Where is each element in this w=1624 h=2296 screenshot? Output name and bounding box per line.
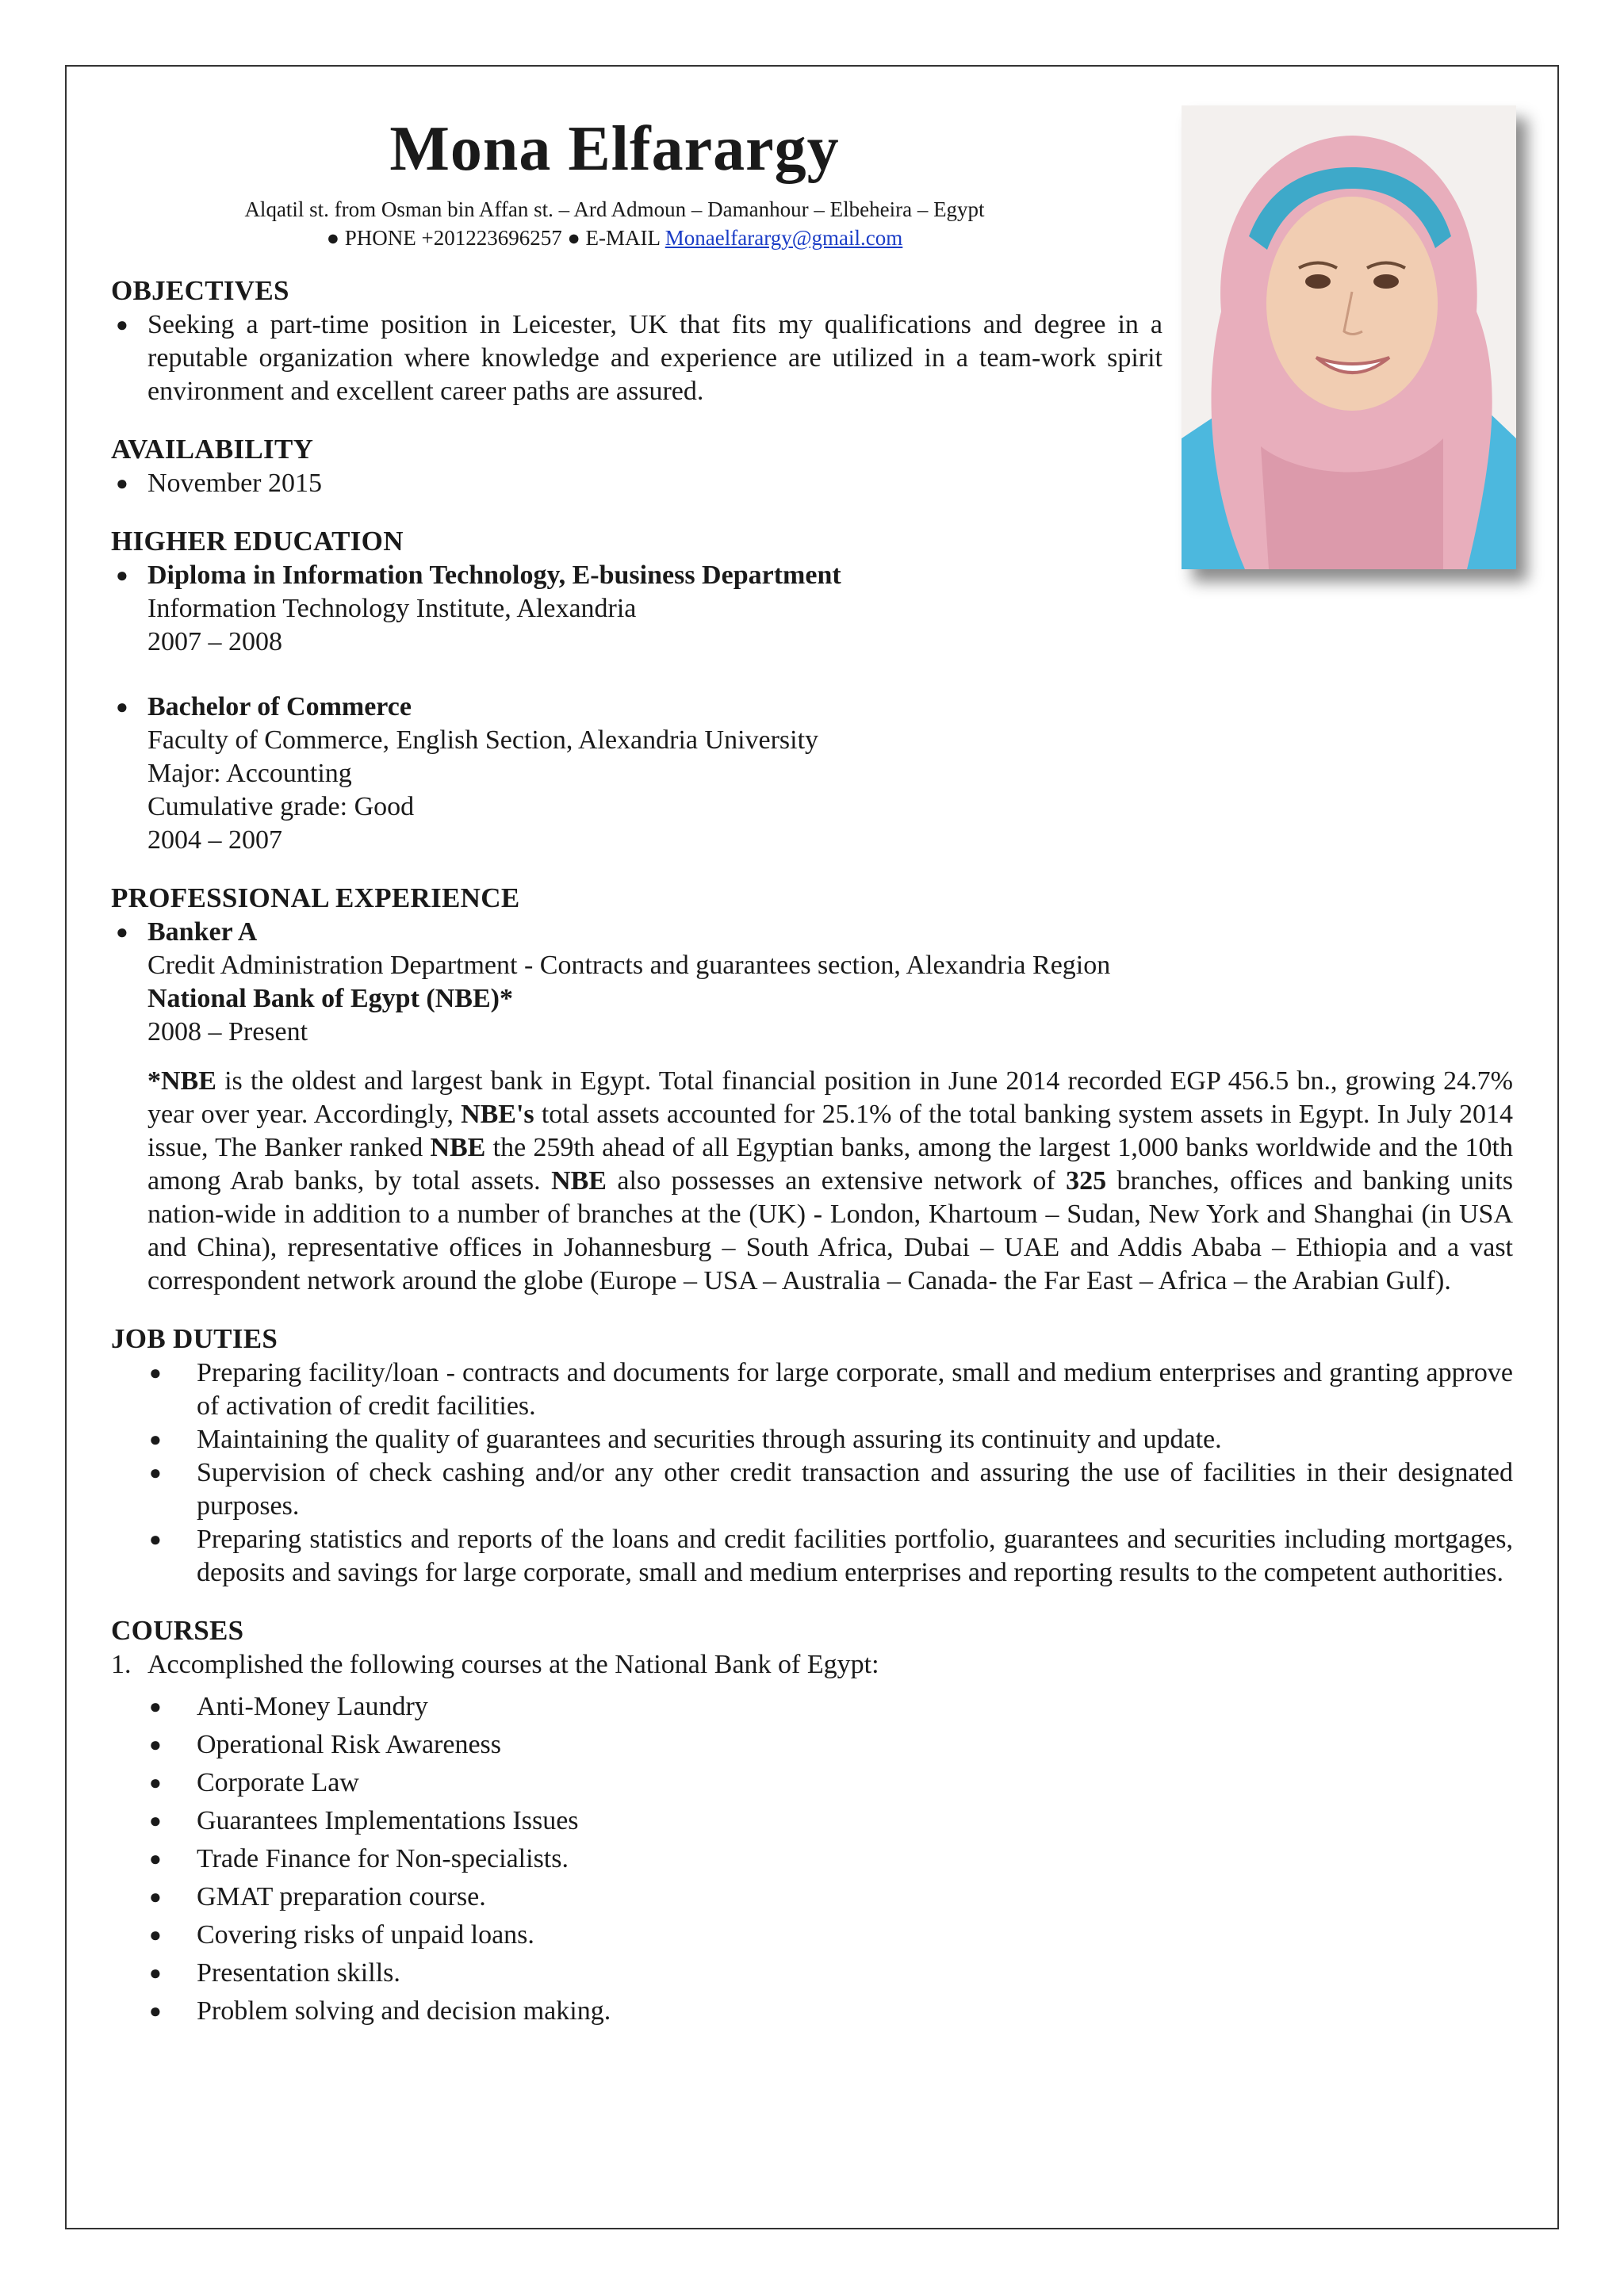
bullet-icon: ● <box>149 1361 162 1384</box>
course-item: ● Anti-Money Laundry <box>111 1688 1513 1726</box>
courses-intro: 1. Accomplished the following courses at the National Bank of Egypt: <box>111 1648 1513 1682</box>
objectives-text: Seeking a part-time position in Leicester, UK that fits my qualifications and degree in a reputable organization where knowledge and experience are utilized in a team-work spirit environment and excellent career paths are assured. <box>147 310 1162 406</box>
courses-heading: COURSES <box>111 1615 244 1646</box>
duties-heading: JOB DUTIES <box>111 1323 278 1354</box>
list-number: 1. <box>111 1650 132 1679</box>
education-line: 2004 – 2007 <box>147 825 282 855</box>
job-employer: National Bank of Egypt (NBE)* <box>147 984 513 1013</box>
bullet-icon: ● <box>149 1923 162 1946</box>
bullet-icon: ● <box>116 313 128 336</box>
course-item: ● GMAT preparation course. <box>111 1878 1513 1916</box>
education-title: Bachelor of Commerce <box>147 692 412 721</box>
education-heading: HIGHER EDUCATION <box>111 526 404 557</box>
course-item: ● Corporate Law <box>111 1764 1513 1802</box>
experience-entry <box>111 916 1513 1049</box>
resume-body <box>111 274 1513 2030</box>
course-item: ● Operational Risk Awareness <box>111 1726 1513 1764</box>
education-entry <box>111 559 1513 659</box>
address-line: Alqatil st. from Osman bin Affan st. – Ard Admoun – Damanhour – Elbeheira – Egypt <box>244 197 985 221</box>
course-item: ● Trade Finance for Non-specialists. <box>111 1840 1513 1878</box>
course-item: ● Guarantees Implementations Issues <box>111 1802 1513 1840</box>
bullet-icon: ● <box>149 1733 162 1756</box>
bullet-icon: ● <box>149 1771 162 1794</box>
course-item: ● Problem solving and decision making. <box>111 1992 1513 2030</box>
bullet-icon: ● <box>149 1999 162 2022</box>
duty-item: ● Preparing facility/loan - contracts and documents for large corporate, small and medium enterprises and granting approve of activation of credit facilities. <box>149 1358 1513 1421</box>
job-title: Banker A <box>147 917 258 947</box>
duty-item: ● Maintaining the quality of guarantees and securities through assuring its continuity and update. <box>111 1423 1513 1456</box>
email-link[interactable]: Monaelfarargy@gmail.com <box>665 226 903 250</box>
education-line: Faculty of Commerce, English Section, Alexandria University <box>147 725 819 755</box>
availability-heading: AVAILABILITY <box>111 434 314 465</box>
job-period: 2008 – Present <box>147 1017 308 1047</box>
bullet-icon: ● <box>116 695 128 718</box>
bullet-icon: ● <box>149 1809 162 1832</box>
duty-item: ● Supervision of check cashing and/or any other credit transaction and assuring the use of facilities in their designated purposes. <box>149 1458 1513 1521</box>
education-entry <box>111 691 1513 857</box>
bullet-icon: ● <box>149 1428 162 1451</box>
candidate-name: Mona Elfarargy <box>389 114 840 184</box>
education-line: Major: Accounting <box>147 759 352 788</box>
bullet-icon: ● <box>149 1461 162 1484</box>
bullet-icon: ● <box>149 1695 162 1718</box>
education-line: Information Technology Institute, Alexandria <box>147 594 637 623</box>
course-item: ● Covering risks of unpaid loans. <box>111 1916 1513 1954</box>
education-title: Diploma in Information Technology, E-business Department <box>147 561 841 590</box>
availability-text: November 2015 <box>147 469 323 498</box>
bullet-icon: ● <box>116 564 128 587</box>
bullet-icon: ● <box>149 1961 162 1984</box>
education-line: 2007 – 2008 <box>147 627 282 656</box>
bullet-icon: ● <box>116 920 128 943</box>
duty-item: ● Preparing statistics and reports of the loans and credit facilities portfolio, guarantees and securities including mortgages, deposits and savings for large corporate, small and medium enterprises and reporting results to the competent authorities. <box>149 1525 1513 1587</box>
contact-line <box>127 224 1102 252</box>
bullet-icon: ● <box>149 1847 162 1870</box>
education-line: Cumulative grade: Good <box>147 792 415 821</box>
experience-heading: PROFESSIONAL EXPERIENCE <box>111 882 520 913</box>
job-department: Credit Administration Department - Contracts and guarantees section, Alexandria Region <box>147 951 1111 980</box>
bullet-icon: ● <box>116 472 128 495</box>
bullet-icon: ● <box>149 1528 162 1551</box>
course-item: ● Presentation skills. <box>111 1954 1513 1992</box>
bullet-icon: ● <box>149 1885 162 1908</box>
availability-item <box>111 467 1513 500</box>
objectives-item <box>111 308 1162 408</box>
objectives-heading: OBJECTIVES <box>111 275 289 306</box>
employer-note: *NBE is the oldest and largest bank in Egypt. Total financial position in June 2014 recorded EGP 456.5 bn., growing 24.7% year over year. Accordingly, NBE's total assets accounted for 25.1% of the total banking system assets in Egypt. In July 2014 issue, The Banker ranked NBE the 259th ahead of all Egyptian banks, among the largest 1,000 banks worldwide and the 10th among Arab banks, by total assets. NBE also possesses an extensive network of 325 branches, offices and banking units nation-wide in addition to a number of branches at the (UK) - London, Khartoum – Sudan, New York and Shanghai (in USA and China), representative offices in Johannesburg – South Africa, Dubai – UAE and Addis Ababa – Ethiopia and a vast correspondent network around the globe (Europe – USA – Australia – Canada- the Far East – Africa – the Arabian Gulf). <box>147 1066 1513 1295</box>
phone-label: ● PHONE +201223696257 ● E-MAIL <box>326 226 661 250</box>
